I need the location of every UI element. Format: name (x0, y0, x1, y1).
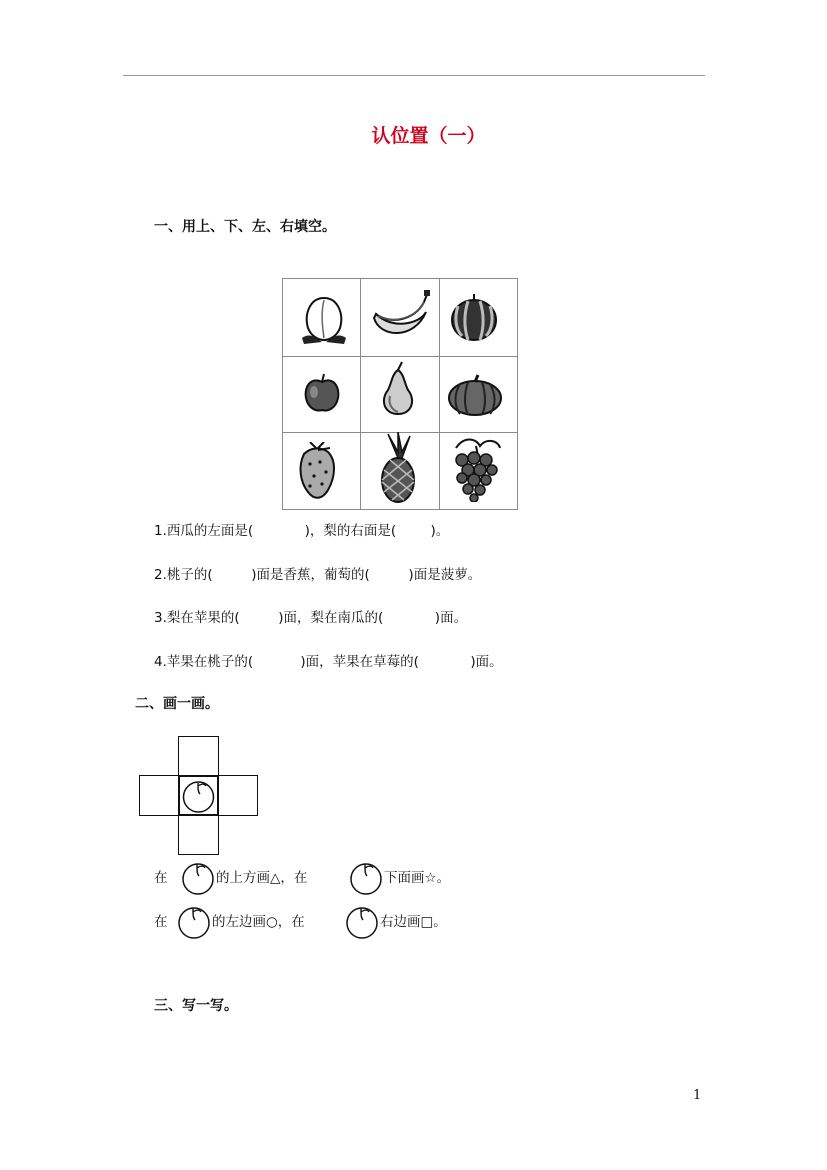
section2-heading: 二、画一画。 (135, 696, 219, 712)
question-4: 4.苹果在桃子的( )面，苹果在草莓的( )面。 (154, 654, 503, 670)
draw-line2-suffix: 右边画□。 (380, 914, 447, 930)
watermelon-icon (448, 294, 500, 342)
pumpkin-icon (446, 374, 504, 418)
draw-line2-middle: 的左边画○，在 (212, 914, 305, 930)
cross-cell-top (178, 736, 219, 777)
strawberry-icon (296, 442, 338, 502)
draw-line1-middle: 的上方画△，在 (216, 870, 308, 886)
draw-line1-suffix: 下面画☆。 (384, 870, 451, 886)
cross-cell-left (139, 775, 180, 816)
draw-line1-prefix: 在 (154, 870, 168, 886)
section3-heading: 三、写一写。 (154, 998, 238, 1014)
cross-cell-right (217, 775, 258, 816)
fruit-grid (282, 278, 518, 510)
peach-icon (296, 288, 352, 348)
apple-icon (302, 372, 342, 414)
apple-outline-icon (180, 860, 216, 896)
cross-diagram (139, 736, 259, 856)
apple-outline-icon (348, 860, 384, 896)
page-number: 1 (693, 1088, 702, 1103)
apple-outline-icon (344, 904, 380, 940)
question-2: 2.桃子的( )面是香蕉，葡萄的( )面是菠萝。 (154, 567, 482, 583)
cross-cell-bottom (178, 814, 219, 855)
grape-icon (446, 434, 504, 502)
pineapple-icon (376, 432, 420, 504)
banana-icon (370, 288, 432, 344)
section1-heading: 一、用上、下、左、右填空。 (154, 219, 336, 235)
header-rule (123, 75, 705, 76)
draw-line2-prefix: 在 (154, 914, 168, 930)
apple-outline-icon (176, 904, 212, 940)
question-3: 3.梨在苹果的( )面，梨在南瓜的( )面。 (154, 610, 468, 626)
question-1: 1.西瓜的左面是( )，梨的右面是( )。 (154, 523, 450, 539)
apple-outline-icon (180, 777, 217, 814)
pear-icon (376, 360, 420, 418)
page-title: 认位置（一） (371, 125, 486, 147)
